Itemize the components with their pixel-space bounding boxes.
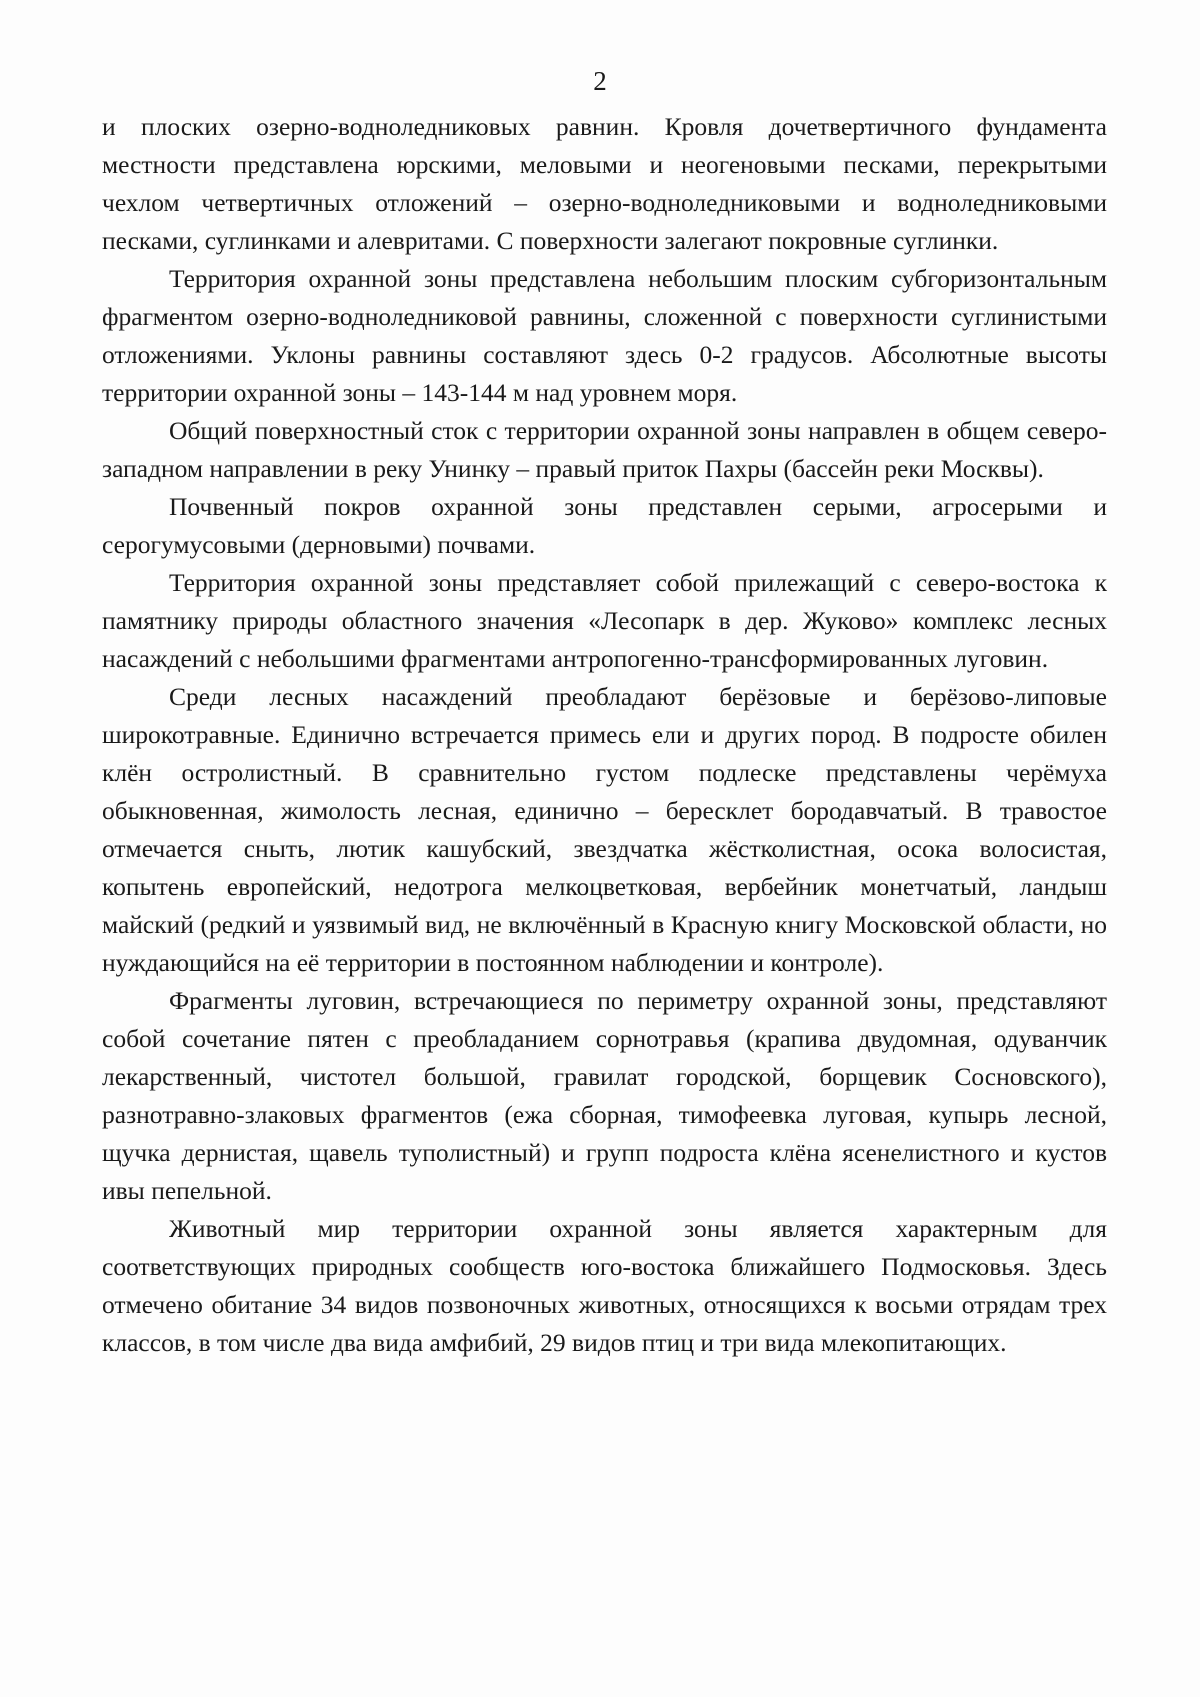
document-body bbox=[102, 108, 1107, 1362]
paragraph-fauna: Животный мир территории охранной зоны является характерным для соответствующих природных сообществ юго-востока ближайшего Подмосковья. Здесь отмечено обитание 34 видов позвоночных животных, относящихся к восьми отрядам трех классов, в том числе два вида амфибий, 29 видов птиц и три вида млекопитающих. bbox=[102, 1214, 1107, 1357]
paragraph-territory-description: Территория охранной зоны представляет собой прилежащий с северо-востока к памятнику природы областного значения «Лесопарк в дер. Жуково» комплекс лесных насаждений с небольшими фрагментами антропогенно-трансформированных луговин. bbox=[102, 568, 1107, 673]
paragraph-soil-cover: Почвенный покров охранной зоны представлен серыми, агросерыми и серогумусовыми (дерновыми) почвами. bbox=[102, 492, 1107, 559]
paragraph-relief: Территория охранной зоны представлена небольшим плоским субгоризонтальным фрагментом озерно-водноледниковой равнины, сложенной с поверхности суглинистыми отложениями. Уклоны равнины составляют здесь 0-2 градусов. Абсолютные высоты территории охранной зоны – 143-144 м над уровнем моря. bbox=[102, 264, 1107, 407]
paragraph-forest-vegetation: Среди лесных насаждений преобладают берёзовые и берёзово-липовые широкотравные. Единично встречается примесь ели и других пород. В подросте обилен клён остролистный. В сравнительно густом подлеске представлены черёмуха обыкновенная, жимолость лесная, единично – бересклет бородавчатый. В травостое отмечается сныть, лютик кашубский, звездчатка жёстколистная, осока волосистая, копытень европейский, недотрога мелкоцветковая, вербейник монетчатый, ландыш майский (редкий и уязвимый вид, не включённый в Красную книгу Московской области, но нуждающийся на её территории в постоянном наблюдении и контроле). bbox=[102, 682, 1107, 977]
paragraph-surface-runoff: Общий поверхностный сток с территории охранной зоны направлен в общем северо-западном направлении в реку Унинку – правый приток Пахры (бассейн реки Москвы). bbox=[102, 416, 1107, 483]
paragraph-geology-continued: и плоских озерно-водноледниковых равнин. Кровля дочетвертичного фундамента местности представлена юрскими, меловыми и неогеновыми песками, перекрытыми чехлом четвертичных отложений – озерно-водноледниковыми и водноледниковыми песками, суглинками и алевритами. С поверхности залегают покровные суглинки. bbox=[102, 112, 1107, 255]
paragraph-meadow-fragments: Фрагменты луговин, встречающиеся по периметру охранной зоны, представляют собой сочетание пятен с преобладанием сорнотравья (крапива двудомная, одуванчик лекарственный, чистотел большой, гравилат городской, борщевик Сосновского), разнотравно-злаковых фрагментов (ежа сборная, тимофеевка луговая, купырь лесной, щучка дернистая, щавель туполистный) и групп подроста клёна ясенелистного и кустов ивы пепельной. bbox=[102, 986, 1107, 1205]
page-number: 2 bbox=[593, 66, 607, 96]
